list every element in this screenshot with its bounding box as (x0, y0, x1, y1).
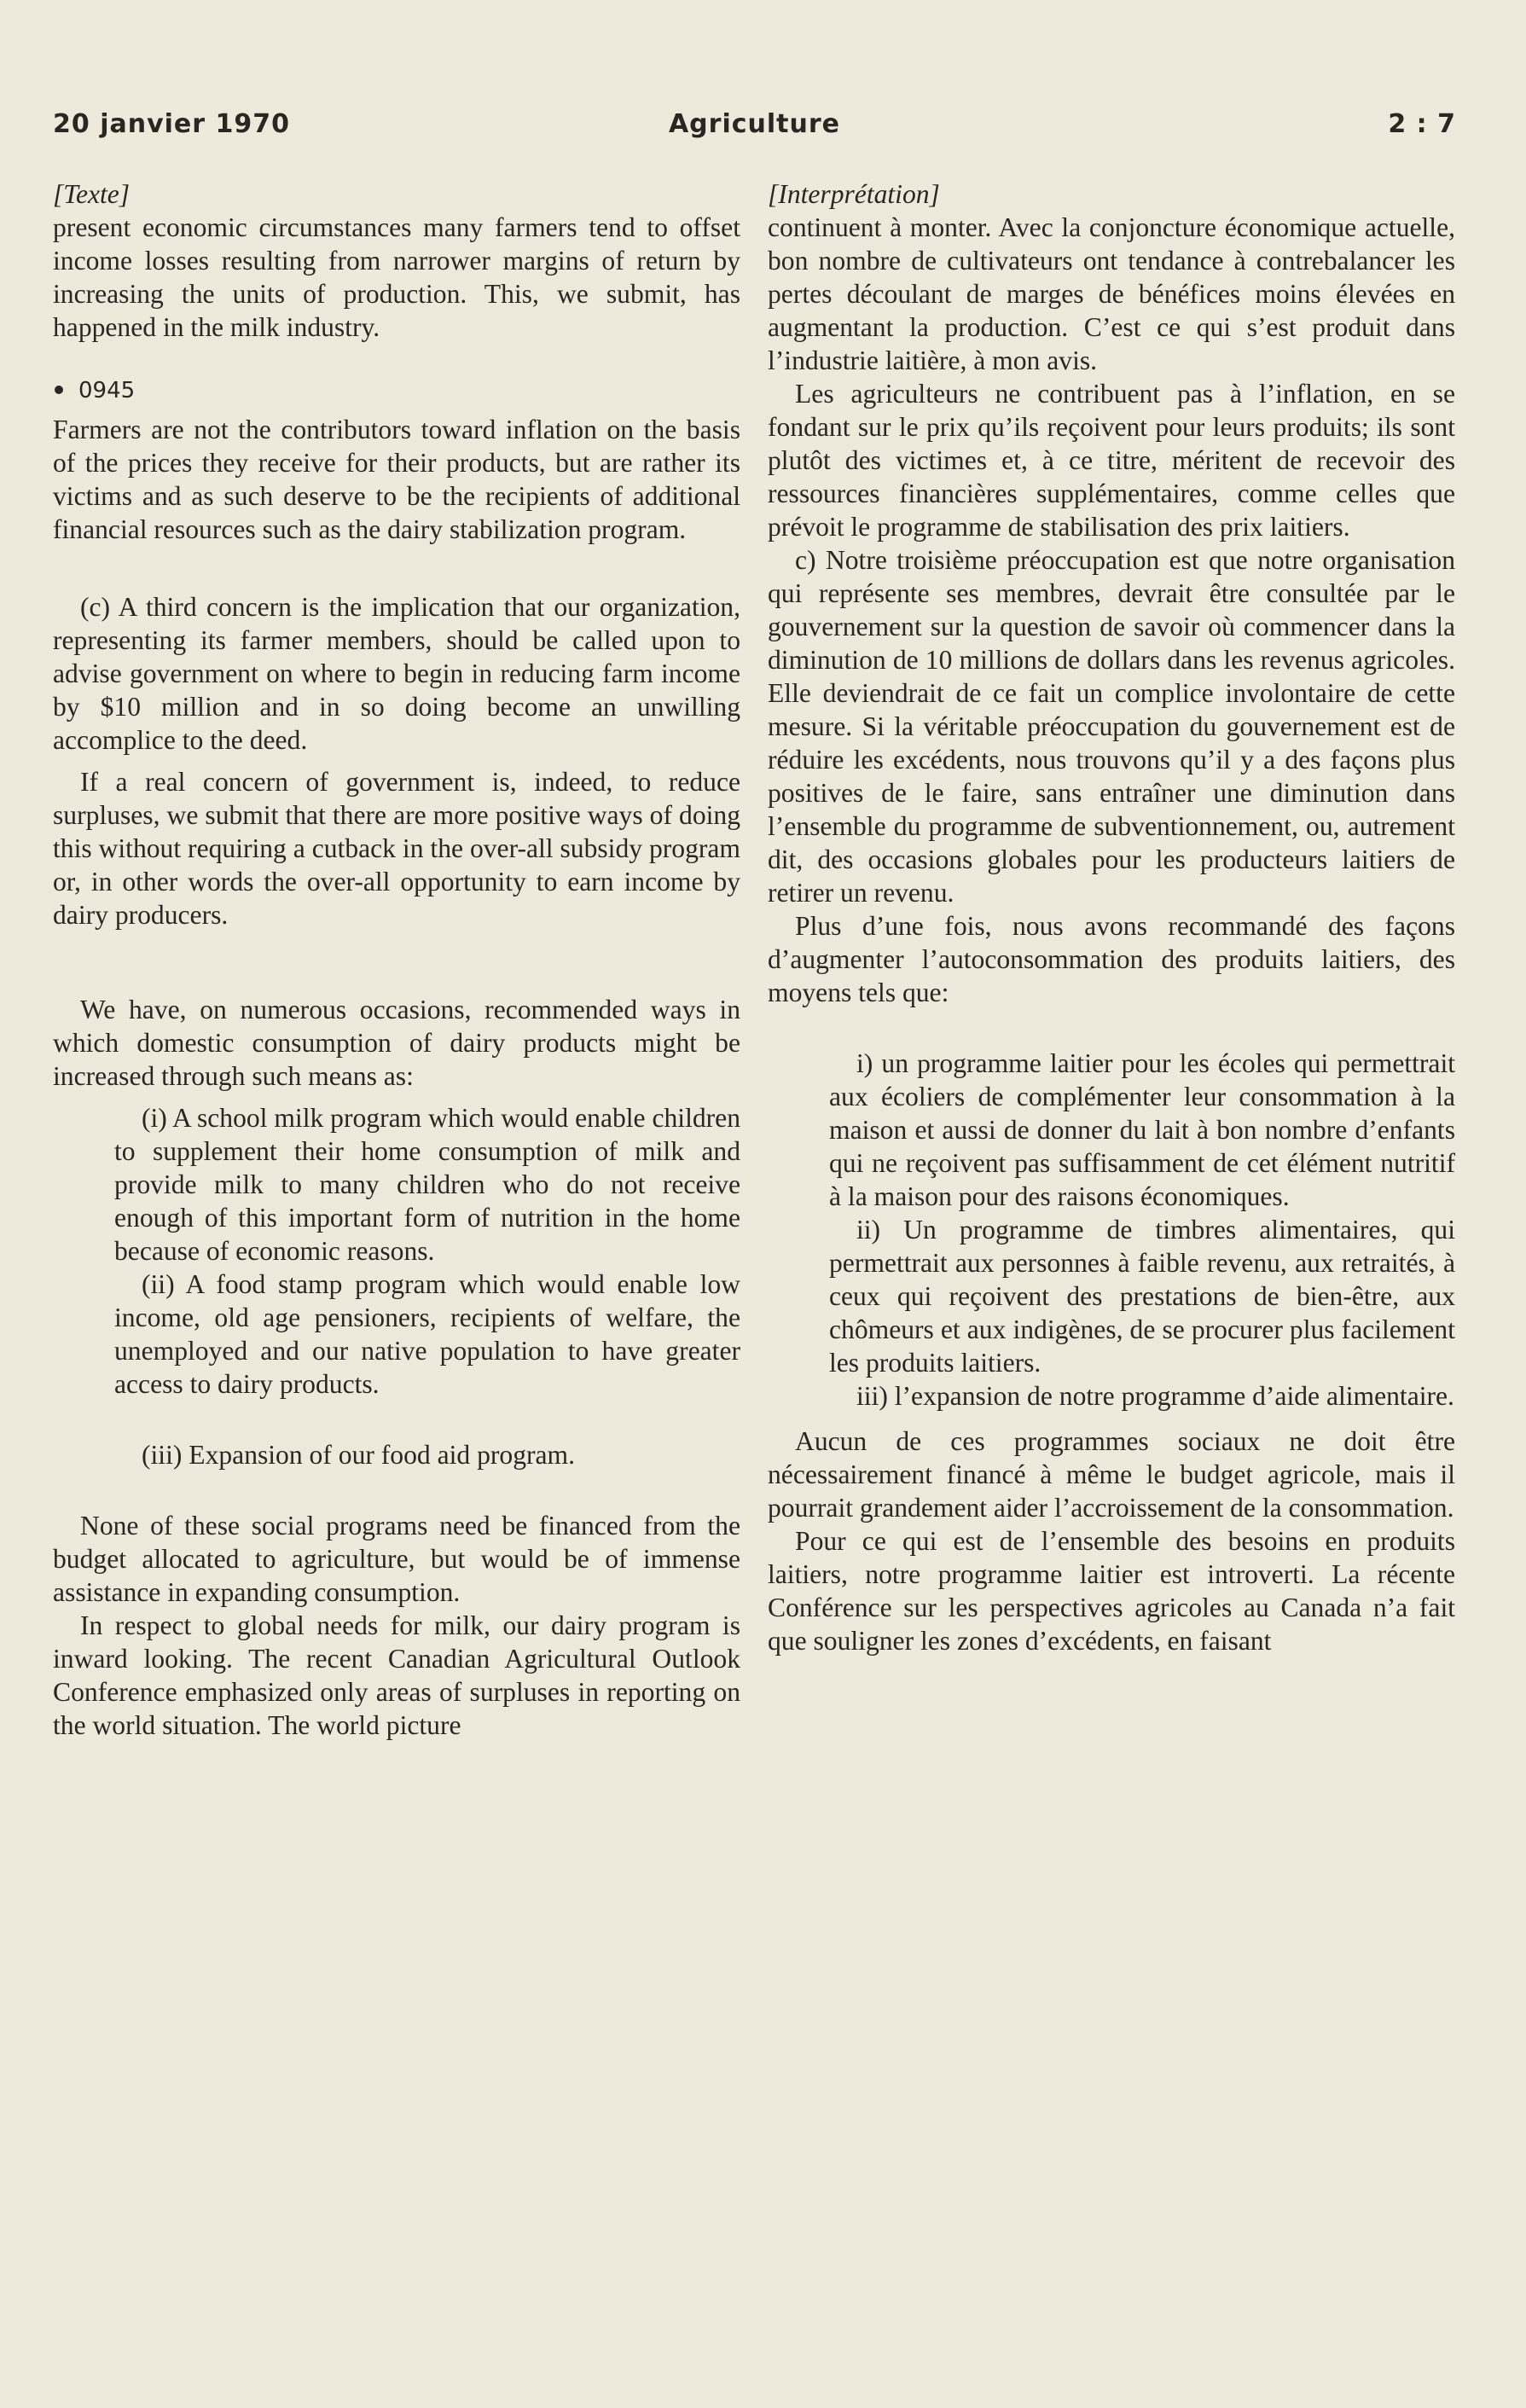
french-text-column (768, 177, 1455, 1657)
bullet-icon (55, 386, 63, 394)
time-marker-value: 0945 (78, 378, 136, 403)
paragraph: Farmers are not the contributors toward inflation on the basis of the prices they receive for their products, but are rather its victims and as such deserve to be the recipients of additional financial resources such as the dairy stabilization program. (53, 415, 740, 544)
list-item: i) un programme laitier pour les écoles qui permettrait aux écoliers de complémenter leur consommation à la maison et aussi de donner du lait à bon nombre d’enfants qui ne reçoivent pas suffisamment de cet élément nutritif à la maison pour des raisons économiques. (829, 1048, 1455, 1211)
paragraph: present economic circumstances many farmers tend to offset income losses resulting from narrower margins of return by increasing the units of production. This, we submit, has happened in the milk industry. (53, 212, 740, 342)
list-item: iii) l’expansion de notre programme d’aide alimentaire. (856, 1381, 1454, 1411)
list-item: (i) A school milk program which would enable children to supplement their home consumption of milk and provide milk to many children who do not receive enough of this important form of nutrition in the home because of economic reasons. (114, 1103, 740, 1266)
paragraph: Plus d’une fois, nous avons recommandé des façons d’augmenter l’autoconsommation des produits laitiers, des moyens tels que: (768, 911, 1455, 1007)
paragraph: continuent à monter. Avec la conjoncture économique actuelle, bon nombre de cultivateurs ont tendance à contrebalancer les pertes découlant de marges de bénéfices moins élevées en augmentant la production. C’est ce qui s’est produit dans l’industrie laitière, à mon avis. (768, 212, 1455, 375)
list-item: ii) Un programme de timbres alimentaires, qui permettrait aux personnes à faible revenu, aux retraités, à ceux qui reçoivent des prestations de bien-être, aux chômeurs et aux indigènes, de se procurer plus facilement les produits laitiers. (829, 1215, 1455, 1378)
interpretation-label: [Interprétation] (768, 179, 940, 209)
header-title: Agriculture (668, 109, 841, 139)
paragraph: We have, on numerous occasions, recommended ways in which domestic consumption of dairy products might be increased through such means as: (53, 995, 740, 1091)
paragraph: Pour ce qui est de l’ensemble des besoins en produits laitiers, notre programme laitier est introverti. La récente Conférence sur les perspectives agricoles au Canada n’a fait que souligner les zones d’excédents, en faisant (768, 1526, 1455, 1656)
paragraph: In respect to global needs for milk, our dairy program is inward looking. The recent Canadian Agricultural Outlook Conference emphasized only areas of surpluses in reporting on the world situation. The world picture (53, 1610, 740, 1740)
list-item: (ii) A food stamp program which would enable low income, old age pensioners, recipients of welfare, the unemployed and our native population to have greater access to dairy products. (114, 1269, 740, 1399)
page-number: 2 : 7 (1388, 109, 1456, 139)
paragraph: c) Notre troisième préoccupation est que notre organisation qui représente ses membres, devrait être consultée par le gouvernement sur la question de savoir où commencer dans la diminution de 10 millions de dollars dans les revenus agricoles. Elle deviendrait de ce fait un complice involontaire de cette mesure. Si la véritable préoccupation du gouvernement est de réduire les excédents, nous trouvons qu’il y a des façons plus positives de le faire, sans entraîner une diminution dans l’ensemble du programme de subventionnement, ou, autrement dit, des occasions globales pour les producteurs laitiers de retirer un revenu. (768, 545, 1455, 908)
english-text-column (53, 177, 740, 1742)
paragraph: Les agriculteurs ne contribuent pas à l’inflation, en se fondant sur le prix qu’ils reçoivent pour leurs produits; ils sont plutôt des victimes et, à ce titre, méritent de recevoir des ressources financières supplémentaires, comme celles que prévoit le programme de stabilisation des prix laitiers. (768, 379, 1455, 542)
header-date: 20 janvier 1970 (53, 109, 290, 139)
text-label: [Texte] (53, 179, 131, 209)
paragraph: None of these social programs need be financed from the budget allocated to agriculture, but would be of immense assistance in expanding consumption. (53, 1511, 740, 1607)
time-marker (53, 374, 740, 408)
paragraph: (c) A third concern is the implication that our organization, representing its farmer members, should be called upon to advise government on where to begin in reducing farm income by $10 million and in so doing become an unwilling accomplice to the deed. (53, 592, 740, 755)
running-header (53, 109, 1456, 148)
list-item: (iii) Expansion of our food aid program. (142, 1440, 576, 1470)
paragraph: If a real concern of government is, indeed, to reduce surpluses, we submit that there are more positive ways of doing this without requiring a cutback in the over-all subsidy program or, in other words the over-all opportunity to earn income by dairy producers. (53, 767, 740, 930)
paragraph: Aucun de ces programmes sociaux ne doit être nécessairement financé à même le budget agricole, mais il pourrait grandement aider l’accroissement de la consommation. (768, 1426, 1455, 1523)
